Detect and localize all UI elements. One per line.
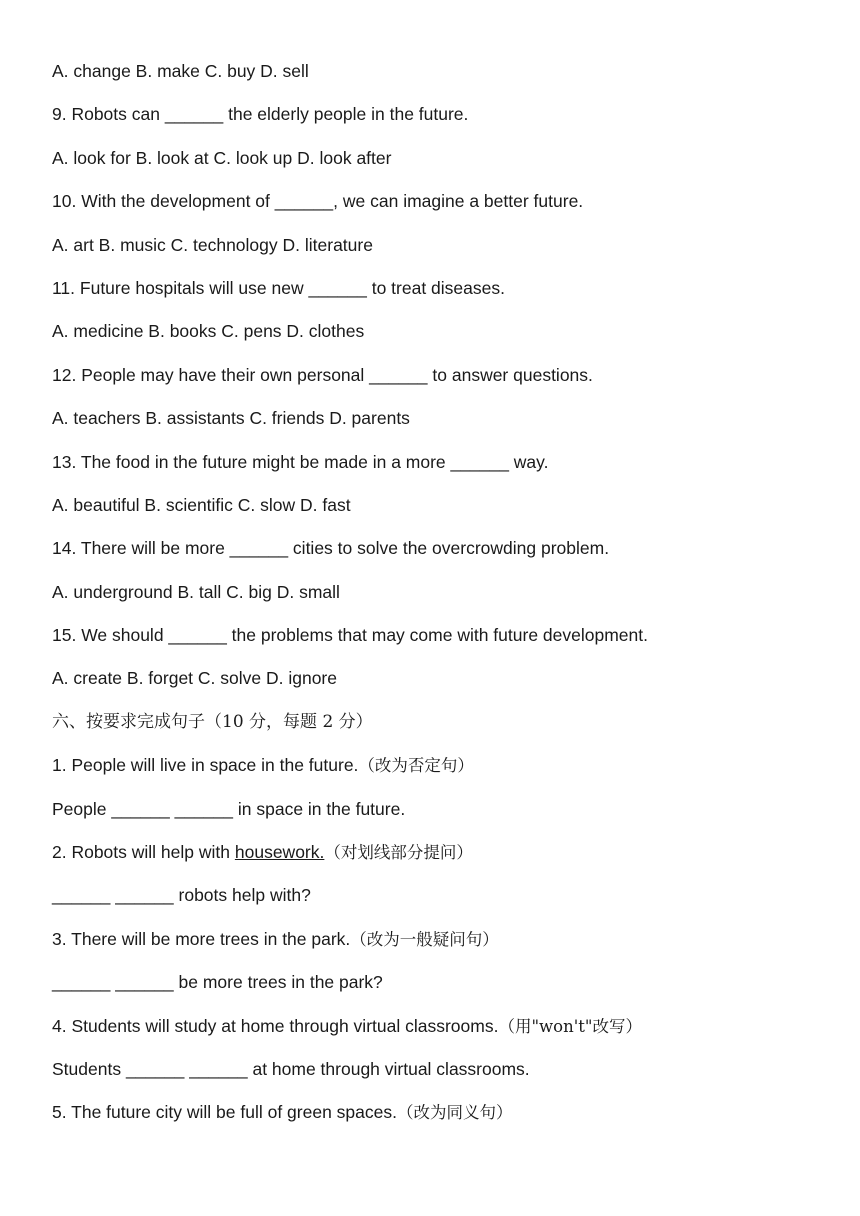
section-heading: 六、按要求完成句子（10 分，每题 2 分） xyxy=(52,711,373,732)
rewrite-question-2-text: 2. Robots will help with xyxy=(52,842,235,863)
rewrite-answer-1: People ______ ______ in space in the future. xyxy=(52,798,406,819)
rewrite-answer-4: Students ______ ______ at home through virtual classrooms. xyxy=(52,1058,530,1079)
question-10: 10. With the development of ______, we can imagine a better future. xyxy=(52,191,584,212)
question-13: 13. The food in the future might be made in a more ______ way. xyxy=(52,451,549,472)
rewrite-question-2-note: （对划线部分提问） xyxy=(324,843,473,863)
rewrite-question-1-note: （改为否定句） xyxy=(358,756,474,776)
options-q8: A. change B. make C. buy D. sell xyxy=(52,61,309,81)
rewrite-question-1 xyxy=(52,752,832,795)
rewrite-question-5 xyxy=(52,1099,832,1142)
underlined-word: housework. xyxy=(234,842,325,863)
rewrite-answer-3: ______ ______ be more trees in the park? xyxy=(52,972,383,993)
worksheet-page xyxy=(52,58,832,1143)
options-q13: A. beautiful B. scientific C. slow D. fast xyxy=(52,494,351,515)
rewrite-question-3-text: 3. There will be more trees in the park. xyxy=(52,928,351,949)
options-q11: A. medicine B. books C. pens D. clothes xyxy=(52,321,365,342)
rewrite-question-4 xyxy=(52,1013,832,1056)
rewrite-question-5-note: （改为同义句） xyxy=(397,1103,513,1123)
rewrite-question-1-text: 1. People will live in space in the future. xyxy=(52,755,359,776)
options-q12: A. teachers B. assistants C. friends D. parents xyxy=(52,408,410,429)
question-14: 14. There will be more ______ cities to solve the overcrowding problem. xyxy=(52,538,610,559)
rewrite-question-5-text: 5. The future city will be full of green spaces. xyxy=(52,1102,397,1123)
question-15: 15. We should ______ the problems that may come with future development. xyxy=(52,625,648,646)
options-q14: A. underground B. tall C. big D. small xyxy=(52,581,340,602)
rewrite-question-2 xyxy=(52,839,832,882)
question-11: 11. Future hospitals will use new ______ to treat diseases. xyxy=(52,277,505,298)
question-12: 12. People may have their own personal ______ to answer questions. xyxy=(52,364,593,385)
question-9: 9. Robots can ______ the elderly people in the future. xyxy=(52,104,469,125)
rewrite-question-3-note: （改为一般疑问句） xyxy=(350,929,499,949)
rewrite-question-4-text: 4. Students will study at home through virtual classrooms. xyxy=(52,1015,499,1036)
rewrite-answer-2: ______ ______ robots help with? xyxy=(52,885,311,906)
options-q10: A. art B. music C. technology D. literature xyxy=(52,234,373,255)
options-q9: A. look for B. look at C. look up D. look after xyxy=(52,147,392,168)
rewrite-question-3 xyxy=(52,926,832,969)
options-q15: A. create B. forget C. solve D. ignore xyxy=(52,668,337,689)
rewrite-question-4-note: （用"won't"改写） xyxy=(498,1016,642,1036)
